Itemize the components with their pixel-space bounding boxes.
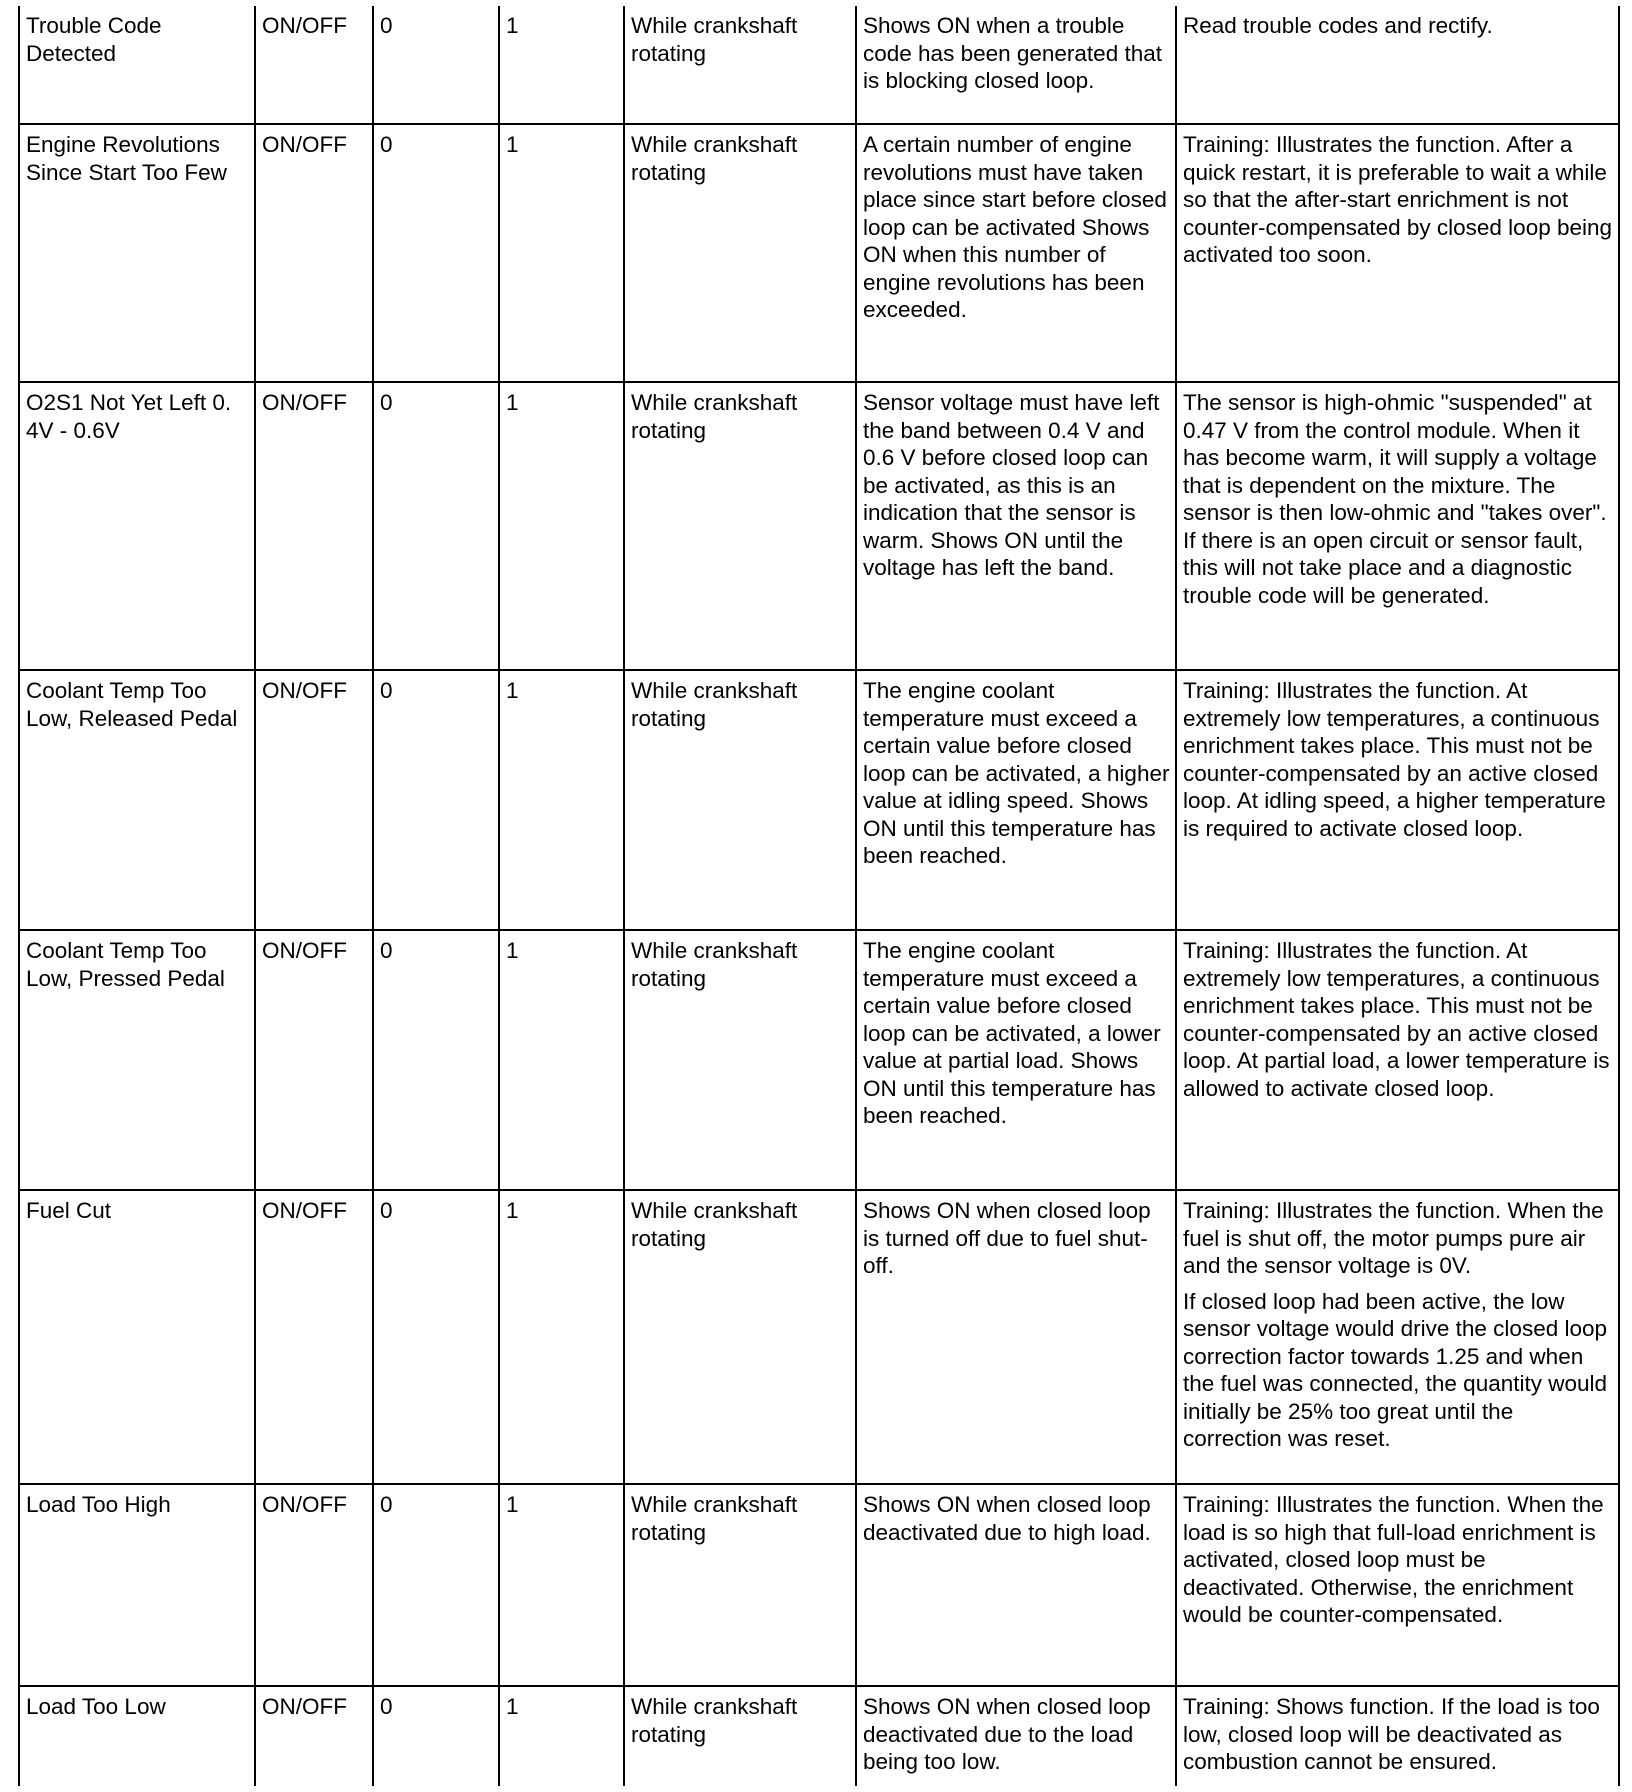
cell-name: Fuel Cut xyxy=(19,1190,255,1484)
cell-max: 1 xyxy=(499,124,624,382)
cell-max: 1 xyxy=(499,930,624,1190)
table-row xyxy=(19,670,1619,930)
cell-type: ON/OFF xyxy=(255,6,373,124)
cell-max: 1 xyxy=(499,1484,624,1686)
name-text: Engine Revolutions Since Start Too Few xyxy=(26,132,227,185)
cell-name xyxy=(19,124,255,382)
cell-description: Shows ON when a trouble code has been generated that is blocking closed loop. xyxy=(856,6,1176,124)
comment-text: Training: Shows function. If the load is too low, closed loop will be deactivated as combustion cannot be ensured. xyxy=(1183,1694,1600,1774)
cell-description: A certain number of engine revolutions must have taken place since start before closed loop can be activated Shows ON when this number of engine revolutions has been exceeded. xyxy=(856,124,1176,382)
cell-description: Shows ON when closed loop is turned off due to fuel shut-off. xyxy=(856,1190,1176,1484)
comment-text: Training: Illustrates the function. When the fuel is shut off, the motor pumps pure air and the sensor voltage is 0V. xyxy=(1183,1198,1604,1278)
cell-name: Coolant Temp Too Low, Released Pedal xyxy=(19,670,255,930)
cell-comment xyxy=(1176,6,1619,124)
comment-text: Training: Illustrates the function. After a quick restart, it is preferable to wait a while so that the after-start enrichment is not counter-compensated by closed loop being activated too soon. xyxy=(1183,132,1613,267)
cell-min: 0 xyxy=(373,382,499,670)
cell-max: 1 xyxy=(499,382,624,670)
cell-name: Load Too High xyxy=(19,1484,255,1686)
cell-condition: While crankshaft rotating xyxy=(624,6,856,124)
cell-description: Shows ON when closed loop deactivated due to high load. xyxy=(856,1484,1176,1686)
cell-comment xyxy=(1176,1686,1619,1786)
cell-min: 0 xyxy=(373,1484,499,1686)
cell-type: ON/OFF xyxy=(255,930,373,1190)
cell-type: ON/OFF xyxy=(255,1686,373,1786)
cell-type: ON/OFF xyxy=(255,382,373,670)
cell-min: 0 xyxy=(373,1686,499,1786)
cell-comment xyxy=(1176,1190,1619,1484)
table-row xyxy=(19,6,1619,124)
parameter-table xyxy=(18,6,1620,1786)
cell-max: 1 xyxy=(499,1190,624,1484)
table-row xyxy=(19,930,1619,1190)
comment-text-continued: If closed loop had been active, the low sensor voltage would drive the closed loop correction factor towards 1.25 and when the fuel was connected, the quantity would initially be 25% too great until the correction was reset. xyxy=(1183,1288,1608,1451)
cell-min: 0 xyxy=(373,124,499,382)
cell-min: 0 xyxy=(373,6,499,124)
cell-type: ON/OFF xyxy=(255,1190,373,1484)
cell-condition: While crankshaft rotating xyxy=(624,1190,856,1484)
table-row xyxy=(19,1686,1619,1786)
cell-comment xyxy=(1176,124,1619,382)
cell-min: 0 xyxy=(373,1190,499,1484)
cell-min: 0 xyxy=(373,670,499,930)
cell-comment xyxy=(1176,382,1619,670)
cell-name: Trouble Code Detected xyxy=(19,6,255,124)
cell-description: The engine coolant temperature must exceed a certain value before closed loop can be activated, a higher value at idling speed. Shows ON until this temperature has been reached. xyxy=(856,670,1176,930)
cell-name: O2S1 Not Yet Left 0. 4V - 0.6V xyxy=(19,382,255,670)
cell-condition: While crankshaft rotating xyxy=(624,670,856,930)
comment-text: Read trouble codes and rectify. xyxy=(1183,13,1493,38)
cell-condition: While crankshaft rotating xyxy=(624,124,856,382)
cell-condition: While crankshaft rotating xyxy=(624,382,856,670)
cell-type: ON/OFF xyxy=(255,1484,373,1686)
comment-text: Training: Illustrates the function. At extremely low temperatures, a continuous enrichment takes place. This must not be counter-compensated by an active closed loop. At idling speed, a higher temperature is required to activate closed loop. xyxy=(1183,678,1606,841)
cell-comment xyxy=(1176,930,1619,1190)
table-row xyxy=(19,1484,1619,1686)
cell-name: Coolant Temp Too Low, Pressed Pedal xyxy=(19,930,255,1190)
cell-comment xyxy=(1176,670,1619,930)
cell-max: 1 xyxy=(499,1686,624,1786)
table-row xyxy=(19,382,1619,670)
cell-condition: While crankshaft rotating xyxy=(624,1686,856,1786)
cell-condition: While crankshaft rotating xyxy=(624,930,856,1190)
cell-description: The engine coolant temperature must exceed a certain value before closed loop can be activated, a lower value at partial load. Shows ON until this temperature has been reached. xyxy=(856,930,1176,1190)
comment-text: Training: Illustrates the function. At extremely low temperatures, a continuous enrichment takes place. This must not be counter-compensated by an active closed loop. At partial load, a lower temperature is allowed to activate closed loop. xyxy=(1183,938,1610,1101)
cell-type: ON/OFF xyxy=(255,670,373,930)
cell-max: 1 xyxy=(499,670,624,930)
comment-text: Training: Illustrates the function. When the load is so high that full-load enrichment is activated, closed loop must be deactivated. Otherwise, the enrichment would be counter-compensated. xyxy=(1183,1492,1604,1627)
cell-comment xyxy=(1176,1484,1619,1686)
cell-condition: While crankshaft rotating xyxy=(624,1484,856,1686)
cell-min: 0 xyxy=(373,930,499,1190)
comment-text: The sensor is high-ohmic "suspended" at 0.47 V from the control module. When it has become warm, it will supply a voltage that is dependent on the mixture. The sensor is then low-ohmic and "takes over". If there is an open circuit or sensor fault, this will not take place and a diagnostic trouble code will be generated. xyxy=(1183,390,1607,608)
cell-description: Shows ON when closed loop deactivated due to the load being too low. xyxy=(856,1686,1176,1786)
cell-description: Sensor voltage must have left the band between 0.4 V and 0.6 V before closed loop can be activated, as this is an indication that the sensor is warm. Shows ON until the voltage has left the band. xyxy=(856,382,1176,670)
table-row xyxy=(19,124,1619,382)
cell-name: Load Too Low xyxy=(19,1686,255,1786)
table-row xyxy=(19,1190,1619,1484)
cell-max: 1 xyxy=(499,6,624,124)
cell-type: ON/OFF xyxy=(255,124,373,382)
